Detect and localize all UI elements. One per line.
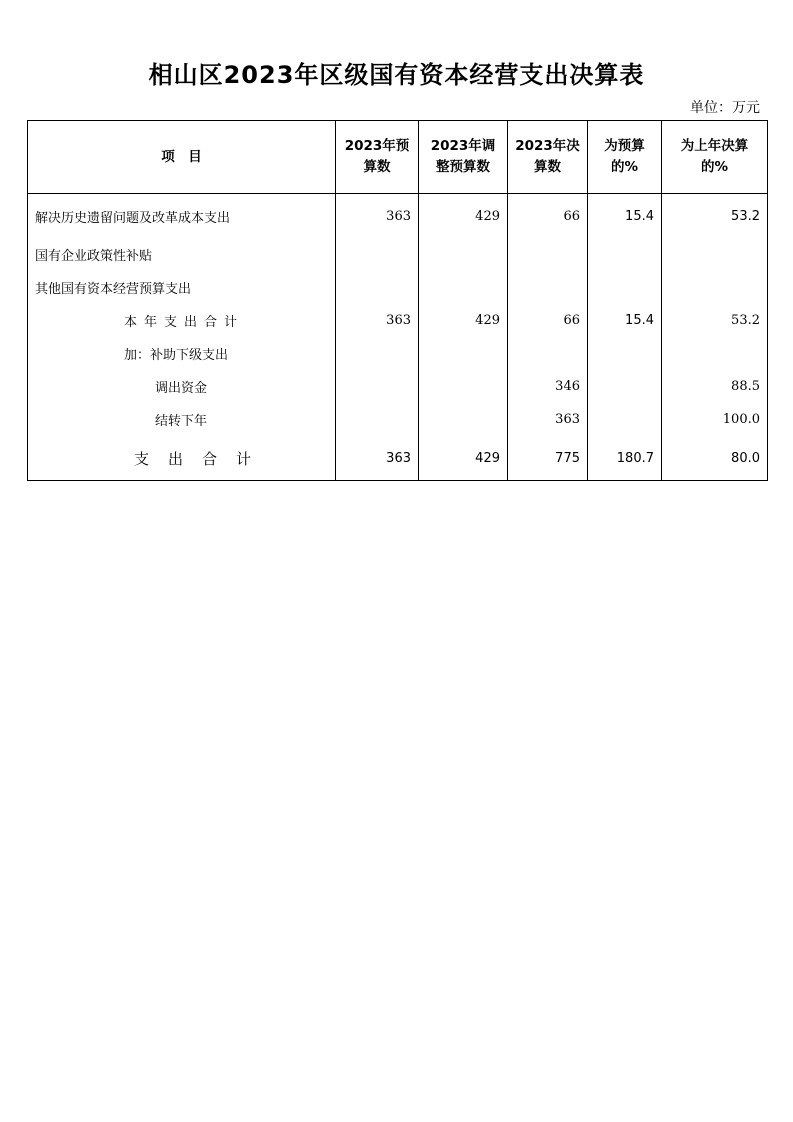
header-budget bbox=[336, 121, 419, 194]
total-adjusted: 429 bbox=[419, 436, 508, 481]
unit-label: 单位：万元 bbox=[690, 100, 760, 116]
header-pct-last bbox=[662, 121, 768, 194]
page-title: 相山区2023年区级国有资本经营支出决算表 bbox=[148, 61, 645, 89]
cell-final: 363 bbox=[508, 403, 588, 436]
header-final-text: 2023年决 算数 bbox=[515, 138, 580, 175]
row-label: 解决历史遗留问题及改革成本支出 bbox=[28, 194, 336, 239]
cell-budget bbox=[336, 238, 419, 271]
table-row bbox=[28, 194, 768, 239]
cell-pct-budget bbox=[588, 271, 662, 304]
table-row bbox=[28, 337, 768, 370]
table-row bbox=[28, 304, 768, 337]
cell-pct-budget bbox=[588, 370, 662, 403]
row-label: 结转下年 bbox=[28, 403, 336, 436]
cell-final: 66 bbox=[508, 304, 588, 337]
cell-adjusted: 429 bbox=[419, 304, 508, 337]
cell-pct-last: 53.2 bbox=[662, 194, 768, 239]
cell-pct-budget: 15.4 bbox=[588, 194, 662, 239]
table-row bbox=[28, 238, 768, 271]
total-final: 775 bbox=[508, 436, 588, 481]
cell-adjusted bbox=[419, 271, 508, 304]
header-item: 项 目 bbox=[28, 121, 336, 194]
cell-final bbox=[508, 337, 588, 370]
header-adjusted-text: 2023年调 整预算数 bbox=[430, 138, 496, 175]
cell-pct-last: 53.2 bbox=[662, 304, 768, 337]
header-pct-last-text: 为上年决算 的% bbox=[680, 138, 749, 175]
cell-pct-budget bbox=[588, 403, 662, 436]
cell-final: 66 bbox=[508, 194, 588, 239]
total-pct-budget: 180.7 bbox=[588, 436, 662, 481]
cell-pct-last: 88.5 bbox=[662, 370, 768, 403]
header-adjusted bbox=[419, 121, 508, 194]
total-row bbox=[28, 436, 768, 481]
cell-final bbox=[508, 271, 588, 304]
cell-budget bbox=[336, 403, 419, 436]
header-final bbox=[508, 121, 588, 194]
cell-adjusted: 429 bbox=[419, 194, 508, 239]
cell-pct-last bbox=[662, 337, 768, 370]
cell-budget bbox=[336, 370, 419, 403]
cell-pct-budget bbox=[588, 337, 662, 370]
total-label: 支出合计 bbox=[28, 436, 336, 481]
cell-final bbox=[508, 238, 588, 271]
header-budget-text: 2023年预 算数 bbox=[344, 138, 410, 175]
total-pct-last: 80.0 bbox=[662, 436, 768, 481]
cell-budget bbox=[336, 271, 419, 304]
header-pct-budget bbox=[588, 121, 662, 194]
table-row bbox=[28, 370, 768, 403]
header-pct-budget-text: 为预算 的% bbox=[604, 138, 645, 175]
table-row bbox=[28, 271, 768, 304]
cell-adjusted bbox=[419, 370, 508, 403]
row-label: 加：补助下级支出 bbox=[28, 337, 336, 370]
cell-pct-last bbox=[662, 238, 768, 271]
cell-pct-last: 100.0 bbox=[662, 403, 768, 436]
cell-budget: 363 bbox=[336, 304, 419, 337]
table-header-row bbox=[28, 121, 768, 194]
row-label: 本年支出合计 bbox=[28, 304, 336, 337]
cell-pct-budget bbox=[588, 238, 662, 271]
cell-pct-last bbox=[662, 271, 768, 304]
row-label: 国有企业政策性补贴 bbox=[28, 238, 336, 271]
cell-final: 346 bbox=[508, 370, 588, 403]
cell-pct-budget: 15.4 bbox=[588, 304, 662, 337]
total-budget: 363 bbox=[336, 436, 419, 481]
cell-adjusted bbox=[419, 238, 508, 271]
table-row bbox=[28, 403, 768, 436]
cell-adjusted bbox=[419, 403, 508, 436]
row-label: 其他国有资本经营预算支出 bbox=[28, 271, 336, 304]
expenditure-table bbox=[27, 120, 768, 481]
row-label: 调出资金 bbox=[28, 370, 336, 403]
cell-budget bbox=[336, 337, 419, 370]
cell-budget: 363 bbox=[336, 194, 419, 239]
cell-adjusted bbox=[419, 337, 508, 370]
